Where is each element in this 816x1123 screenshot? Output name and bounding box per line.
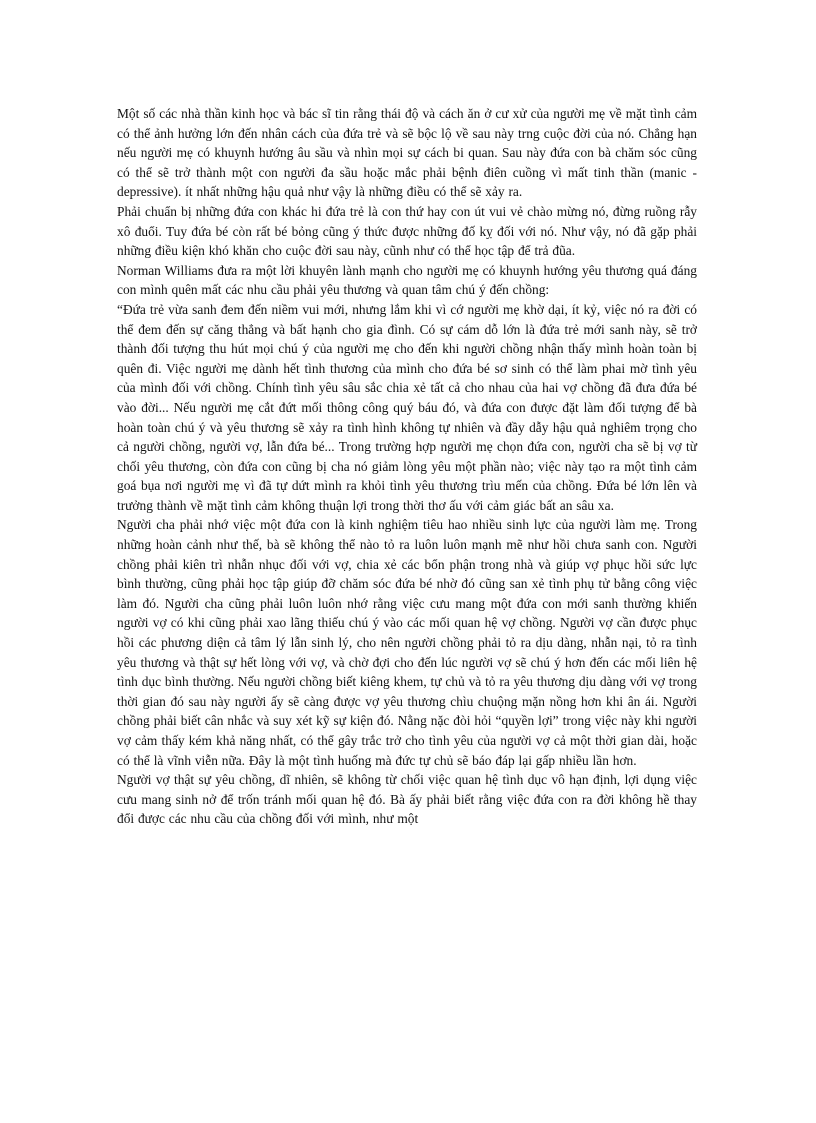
paragraph-4: “Đứa trẻ vừa sanh đem đến niềm vui mới, nhưng lắm khi vì cớ người mẹ khờ dại, ít kỷ, việc nó ra đời có thể đem đến sự căng thẳng và bất hạnh cho gia đình. Có sự cám dỗ lớn là đứa trẻ mới sanh này, sẽ trở thành đối tượng thu hút mọi chú ý của người mẹ cho đến khi người chồng nhận thấy mình hoàn toàn bị quên đi. Việc người mẹ dành hết tình thương của mình cho đứa bé sơ sinh có thể làm phai mờ tình yêu của mình đối với chồng. Chính tình yêu sâu sắc chia xẻ tất cả cho nhau của hai vợ chồng đã đưa đứa bé vào đời... Nếu người mẹ cắt đứt mối thông công quý báu đó, và đứa con được đặt làm đối tượng để bà hoàn toàn chú ý và yêu thương sẽ xảy ra tình hình không tự nhiên và đầy dẫy hậu quả nghiêm trọng cho cả người chồng, người vợ, lẫn đứa bé... Trong trường hợp người mẹ chọn đứa con, người cha sẽ bị vợ từ chối yêu thương, còn đứa con cũng bị cha nó giảm lòng yêu một phần nào; việc này tạo ra một tình cảm goá bụa nơi người mẹ vì đã tự dứt mình ra khỏi tình yêu thương trìu mến của chồng. Đứa bé lớn lên và trưởng thành về mặt tình cảm không thuận lợi trong thời thơ ấu với cảm giác bất an sâu xa.: [117, 301, 697, 513]
document-page: [117, 104, 697, 829]
paragraph-3: Norman Williams đưa ra một lời khuyên lành mạnh cho người mẹ có khuynh hướng yêu thương quá đáng con mình quên mất các nhu cầu phải yêu thương và quan tâm chú ý đến chồng:: [117, 262, 697, 298]
paragraph-2: Phải chuẩn bị những đứa con khác hi đứa trẻ là con thứ hay con út vui vẻ chào mừng nó, đừng ruồng rẫy xô đuổi. Tuy đứa bé còn rất bé bỏng cũng ý thức được những đố kỵ đối với nó. Như vậy, nó đã gặp phải những điều kiện khó khăn cho cuộc đời sau này, cũnh như có thể học tập để trả đũa.: [117, 203, 697, 259]
paragraph-5: Người cha phải nhớ việc một đứa con là kinh nghiệm tiêu hao nhiều sinh lực của người làm mẹ. Trong những hoàn cảnh như thế, bà sẽ không thể nào tỏ ra luôn luôn mạnh mẽ như hồi chưa sanh con. Người chồng phải kiên trì nhẫn nhục đối với vợ, chia xẻ các bổn phận trong nhà và giúp vợ phục hồi sức lực bình thường, cũng phải học tập giúp đỡ chăm sóc đứa bé nhờ đó cũng san xẻ tình phụ tử bằng công việc làm đó. Người cha cũng phải luôn luôn nhớ rằng việc cưu mang một đứa con mới sanh thường khiến người vợ có khi cũng phải xao lãng thiếu chú ý vào các mối quan hệ vợ chồng. Người vợ cần được phục hồi các phương diện cả tâm lý lẫn sinh lý, cho nên người chồng phải tỏ ra dịu dàng, nhẫn nại, tỏ ra tình yêu thương và thật sự hết lòng với vợ, và chờ đợi cho đến lúc người vợ sẽ chú ý hơn đến các mối liên hệ tình dục bình thường. Nếu người chồng biết kiêng khem, tự chủ và tỏ ra yêu thương dịu dàng với vợ trong thời gian đó sau này người ấy sẽ càng được vợ yêu thương chìu chuộng mặn nồng hơn khi ân ái. Người chồng phải biết cân nhắc và suy xét kỹ sự kiện đó. Nằng nặc đòi hỏi “quyền lợi” trong việc này khi người vợ cảm thấy kém khả năng nhất, có thể gây trắc trở cho tình yêu của người vợ cả một thời gian dài, hoặc có thể là vĩnh viễn nữa. Đây là một tình huống mà đức tự chủ sẽ báo đáp lại gấp nhiều lần hơn.: [117, 517, 697, 768]
paragraph-6: Người vợ thật sự yêu chồng, dĩ nhiên, sẽ không từ chối việc quan hệ tình dục vô hạn định, lợi dụng việc cưu mang sinh nở để trốn tránh mối quan hệ đó. Bà ấy phải biết rằng việc đứa con ra đời không hề thay đổi được các nhu cầu của chồng đối với mình, như một: [117, 772, 697, 827]
paragraph-1: Một số các nhà thần kinh học và bác sĩ tin rằng thái độ và cách ăn ở cư xử của người mẹ về mặt tình cảm có thể ảnh hưởng lớn đến nhân cách của đứa trẻ và sẽ bộc lộ về sau này trng cuộc đời của nó. Chẳng hạn nếu người mẹ có khuynh hướng âu sầu và nhìn mọi sự cách bi quan. Sau này đứa con bà chăm sóc cũng có thể sẽ trở thành một con người đa sầu hoặc mắc phải bệnh điên cuồng vì mất tinh thần (manic - depressive). ít nhất những hậu quả như vậy là những điều có thể sẽ xảy ra.: [117, 106, 697, 200]
